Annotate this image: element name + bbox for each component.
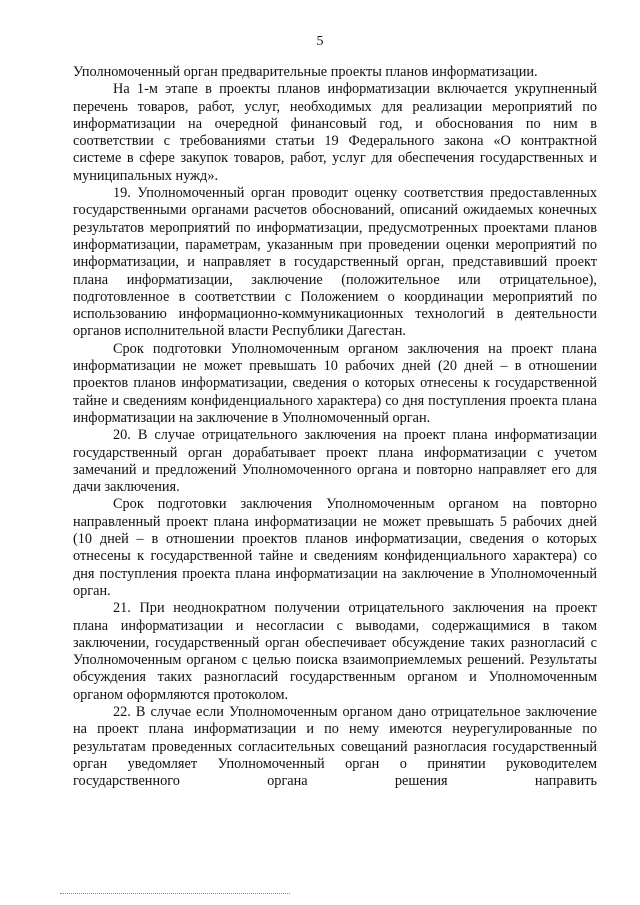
paragraph-last: 22. В случае если Уполномоченным органом дано отрицательное заключение на проект плана информатизации и по нему имеются неурегулированные по результатам проведенных согласительных совещаний разногласия государственный орган уведомляет Уполномоченный орган о принятии руководителем государственного органа решения направить — [73, 703, 597, 790]
paragraph: Срок подготовки заключения Уполномоченным органом на повторно направленный проект плана информатизации не может превышать 5 рабочих дней (10 дней – в отношении проектов планов информатизации, сведения о которых отнесены к государственной тайне и сведениям конфиденциального характера) со дня поступления проекта плана информатизации на заключение в Уполномоченный орган. — [73, 496, 597, 599]
paragraph: 19. Уполномоченный орган проводит оценку соответствия предоставленных государственными органами расчетов обоснований, описаний ожидаемых конечных результатов мероприятий по информатизации, предусмотренных проектами планов информатизации, параметрам, указанным при проведении оценки мероприятий по информатизации, и направляет в государственный орган, представивший проект плана информатизации, заключение (положительное или отрицательное), подготовленное в соответствии с Положением о координации мероприятий по использованию информационно-коммуникационных технологий в деятельности органов исполнительной власти Республики Дагестан. — [73, 185, 597, 340]
paragraph: 20. В случае отрицательного заключения на проект плана информатизации государственный орган дорабатывает проект плана информатизации с учетом замечаний и предложений Уполномоченного органа и повторно направляет его для дачи заключения. — [73, 427, 597, 496]
footer-divider — [60, 893, 290, 894]
paragraph: Срок подготовки Уполномоченным органом заключения на проект плана информатизации не может превышать 10 рабочих дней (20 дней – в отношении проектов планов информатизации, сведения о которых отнесены к государственной тайне и сведениям конфиденциального характера) со дня поступления проекта плана информатизации на заключение в Уполномоченный орган. — [73, 340, 597, 426]
page-number: 5 — [316, 34, 324, 49]
document-body — [73, 64, 597, 790]
paragraph: На 1-м этапе в проекты планов информатизации включается укрупненный перечень товаров, работ, услуг, необходимых для реализации мероприятий по информатизации на очередной финансовый год, и обоснования по ним в соответствии с требованиями статьи 19 Федерального закона «О контрактной системе в сфере закупок товаров, работ, услуг для обеспечения государственных и муниципальных нужд». — [73, 81, 597, 184]
paragraph: 21. При неоднократном получении отрицательного заключения на проект плана информатизации и несогласии с выводами, содержащимися в таком заключении, государственный орган обеспечивает обсуждение таких разногласий с Уполномоченным органом с целью поиска взаимоприемлемых решений. Результаты обсуждения таких разногласий государственным органом и Уполномоченным органом оформляются протоколом. — [73, 600, 597, 703]
paragraph: Уполномоченный орган предварительные проекты планов информатизации. — [73, 64, 538, 80]
